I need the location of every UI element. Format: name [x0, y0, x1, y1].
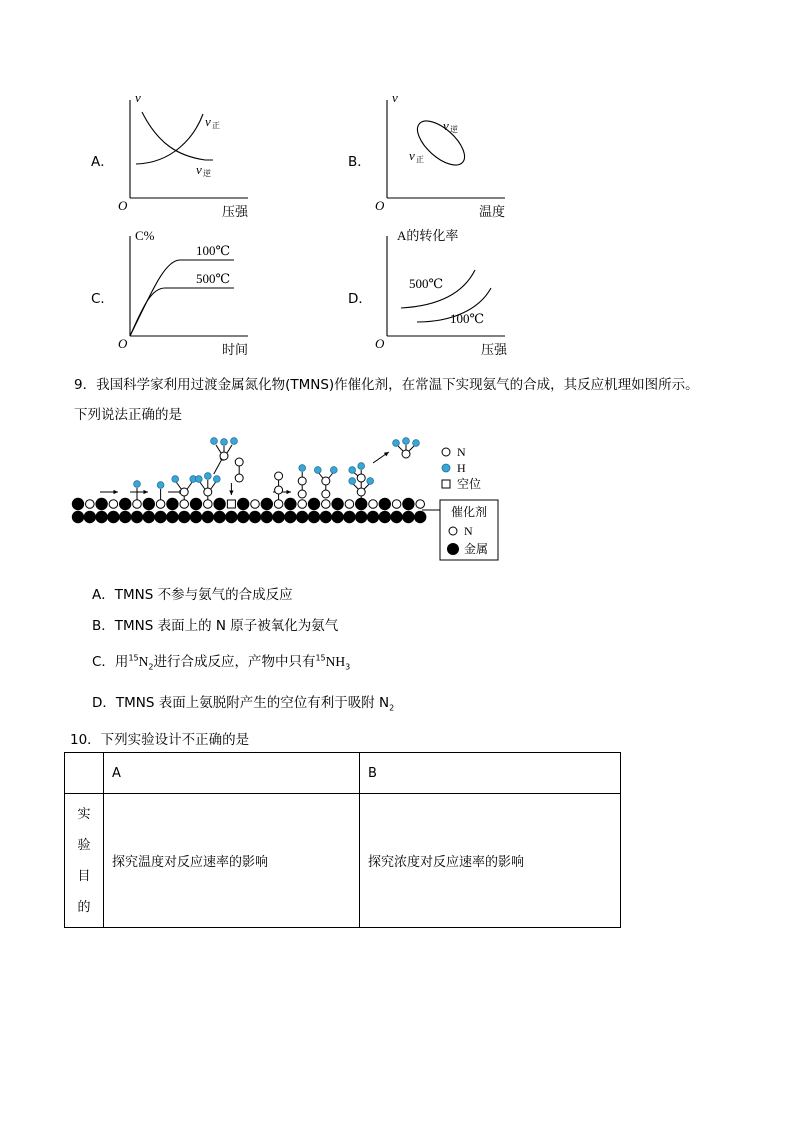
metal-atom [390, 511, 402, 523]
metal-atom [143, 498, 155, 510]
metal-atom [402, 511, 414, 523]
experiment-table [64, 752, 621, 928]
catalyst-box-title: 催化剂 [451, 505, 488, 519]
reaction-mechanism-diagram [66, 430, 506, 565]
surface-n-atom [251, 500, 260, 509]
arrow-head [286, 490, 291, 494]
bond [211, 482, 216, 489]
n-atom [402, 450, 410, 458]
option-c-text: 进行合成反应，产物中只有 [153, 654, 316, 670]
curve-label: 500℃ [196, 271, 231, 286]
formula-nh: NH [325, 654, 346, 669]
h-atom [231, 438, 238, 445]
curve-label-main: v [205, 114, 211, 129]
surface-n-atom [156, 500, 165, 509]
formula-n: N [138, 654, 149, 669]
surface-n-atom [274, 500, 283, 509]
metal-atom [72, 511, 84, 523]
n-atom [275, 472, 283, 480]
surface-n-atom [86, 500, 95, 509]
origin-label: O [118, 336, 128, 351]
n-atom [275, 486, 283, 494]
y-axis-label: A的转化率 [397, 228, 459, 243]
n-atom [322, 490, 330, 498]
h-atom [349, 467, 356, 474]
option-a-letter: A． [91, 154, 114, 170]
curve-label-sub: 正 [212, 121, 220, 130]
n-atom [322, 477, 330, 485]
catalyst-surface-row [72, 498, 425, 510]
option-d-letter: D． [348, 291, 372, 307]
row-label-char: 验 [77, 837, 91, 853]
row-label-char: 实 [77, 806, 91, 822]
q9-option-b: B．TMNS 表面上的 N 原子被氧化为氨气 [92, 618, 339, 634]
curve-label-main: v [443, 118, 449, 133]
isotope-mass: 15 [315, 653, 326, 663]
bond [409, 446, 414, 451]
x-axis-label: 压强 [222, 204, 249, 219]
metal-atom [143, 511, 155, 523]
h-atom [172, 476, 179, 483]
row-label-char: 的 [77, 899, 91, 915]
metal-atom [190, 511, 202, 523]
metal-atom [178, 511, 190, 523]
h-atom [413, 440, 420, 447]
curve-label-sub: 正 [416, 155, 424, 164]
q9-option-c [92, 650, 350, 672]
legend-vacancy-label: 空位 [457, 477, 482, 491]
table-header-b: B [360, 753, 621, 794]
surface-n-atom [322, 500, 331, 509]
arrow-head [143, 490, 148, 494]
curve-label-sub: 逆 [203, 169, 211, 178]
bond [187, 482, 192, 489]
graph-a [110, 88, 270, 220]
metal-atom [119, 498, 131, 510]
metal-atom [154, 511, 166, 523]
box-metal-label: 金属 [464, 542, 489, 556]
legend [422, 445, 498, 560]
surface-n-atom [109, 500, 118, 509]
adsorbed-species [100, 438, 419, 500]
surface-n-atom [416, 500, 425, 509]
origin-label: O [375, 198, 385, 213]
h-atom [157, 482, 164, 489]
metal-atom [414, 511, 426, 523]
bond [353, 484, 358, 489]
surface-n-atom [369, 500, 378, 509]
h-atom [403, 438, 410, 445]
curve-label-sub: 逆 [450, 125, 458, 134]
curve-falling [142, 112, 213, 160]
h-atom [221, 439, 228, 446]
question-9-stem-line1: 9．我国科学家利用过渡金属氮化物(TMNS)作催化剂，在常温下实现氨气的合成，其反应机理如图所示。 [74, 377, 699, 393]
curve-label-main: v [196, 162, 202, 177]
metal-atom [107, 511, 119, 523]
graph-d [367, 226, 527, 358]
subscript: 3 [345, 662, 351, 672]
metal-atom [213, 511, 225, 523]
h-atom [358, 463, 365, 470]
x-axis-label: 压强 [481, 342, 508, 357]
n-atom [357, 474, 365, 482]
metal-lattice [72, 511, 427, 523]
n-atom [220, 452, 228, 460]
h-atom [213, 476, 220, 483]
bond [329, 473, 333, 478]
surface-n-atom [345, 500, 354, 509]
arrow-head [384, 452, 389, 456]
origin-label: O [118, 198, 128, 213]
box-n-label: N [464, 524, 473, 538]
subscript: 2 [389, 703, 395, 713]
surface-n-atom [133, 500, 142, 509]
metal-atom [237, 498, 249, 510]
metal-atom [202, 511, 214, 523]
surface-n-atom [298, 500, 307, 509]
h-atom [134, 481, 141, 488]
metal-atom [213, 498, 225, 510]
arrow-head [113, 490, 118, 494]
curve-500 [130, 288, 234, 336]
graph-b [367, 88, 527, 220]
legend-h-label: H [457, 461, 466, 475]
metal-atom [308, 498, 320, 510]
question-9-stem-line2: 下列说法正确的是 [74, 407, 182, 423]
x-axis-label: 温度 [479, 204, 506, 219]
cell-a-purpose: 探究温度对反应速率的影响 [104, 794, 360, 928]
h-atom [314, 467, 321, 474]
h-atom [349, 478, 356, 485]
box-n-symbol [449, 527, 457, 535]
metal-atom [261, 498, 273, 510]
metal-atom [379, 498, 391, 510]
metal-atom [331, 498, 343, 510]
option-d-text: D．TMNS 表面上氨脱附产生的空位有利于吸附 N [92, 695, 390, 711]
q9-option-a: A．TMNS 不参与氨气的合成反应 [92, 587, 293, 603]
metal-atom [331, 511, 343, 523]
table-header-a: A [104, 753, 360, 794]
n-atom [235, 458, 243, 466]
metal-atom [166, 511, 178, 523]
metal-atom [296, 511, 308, 523]
curve-rising [136, 114, 203, 164]
surface-n-atom [392, 500, 401, 509]
bond [176, 482, 181, 489]
metal-atom [95, 511, 107, 523]
metal-atom [284, 511, 296, 523]
graph-c [110, 226, 270, 358]
metal-atom [367, 511, 379, 523]
metal-atom [72, 498, 84, 510]
bond [227, 445, 232, 453]
curve-label: 100℃ [196, 243, 231, 258]
metal-atom [402, 498, 414, 510]
curve-label-main: v [409, 148, 415, 163]
n-atom [180, 488, 188, 496]
metal-atom [320, 511, 332, 523]
metal-atom [272, 511, 284, 523]
legend-vacancy-symbol [442, 480, 450, 488]
curve-label: 500℃ [409, 276, 444, 291]
h-atom [393, 440, 400, 447]
cell-b-purpose: 探究浓度对反应速率的影响 [360, 794, 621, 928]
surface-n-atom [204, 500, 213, 509]
metal-atom [355, 511, 367, 523]
arrow-head [229, 490, 233, 495]
n-atom [298, 490, 306, 498]
option-c-letter: C． [91, 291, 114, 307]
option-c-text: C．用 [92, 654, 129, 670]
y-axis-label: C% [135, 228, 155, 243]
h-atom [195, 476, 202, 483]
metal-atom [119, 511, 131, 523]
x-axis-label: 时间 [222, 342, 249, 357]
h-atom [204, 473, 211, 480]
legend-h-symbol [442, 464, 450, 472]
row-label-purpose [65, 794, 104, 928]
metal-atom [249, 511, 261, 523]
bond [364, 484, 369, 489]
metal-atom [237, 511, 249, 523]
metal-atom [379, 511, 391, 523]
row-label-char: 目 [77, 868, 91, 884]
metal-atom [343, 511, 355, 523]
y-axis-label: v [392, 90, 398, 105]
h-atom [299, 465, 306, 472]
origin-label: O [375, 336, 385, 351]
metal-atom [261, 511, 273, 523]
bond [200, 482, 205, 489]
bond [319, 473, 323, 478]
h-atom [330, 467, 337, 474]
n-atom [357, 488, 365, 496]
n-atom [204, 488, 212, 496]
metal-atom [95, 498, 107, 510]
metal-atom [308, 511, 320, 523]
table-header-blank [65, 753, 104, 794]
h-atom [211, 438, 218, 445]
legend-n-symbol [442, 448, 450, 456]
bond [398, 446, 403, 451]
metal-atom [84, 511, 96, 523]
metal-atom [166, 498, 178, 510]
option-b-letter: B． [348, 154, 371, 170]
subscript: 2 [148, 662, 154, 672]
bond [216, 445, 221, 453]
question-10-stem: 10．下列实验设计不正确的是 [70, 732, 250, 748]
vacancy-site [227, 500, 235, 508]
metal-atom [284, 498, 296, 510]
n-atom [298, 477, 306, 485]
legend-n-label: N [457, 445, 466, 459]
q9-option-d [92, 691, 394, 713]
metal-atom [225, 511, 237, 523]
box-metal-symbol [447, 543, 459, 555]
h-atom [367, 478, 374, 485]
surface-n-atom [180, 500, 189, 509]
y-axis-label: v [135, 90, 141, 105]
metal-atom [131, 511, 143, 523]
isotope-mass: 15 [128, 653, 139, 663]
metal-atom [190, 498, 202, 510]
n-atom [235, 474, 243, 482]
curve-label: 100℃ [450, 311, 485, 326]
